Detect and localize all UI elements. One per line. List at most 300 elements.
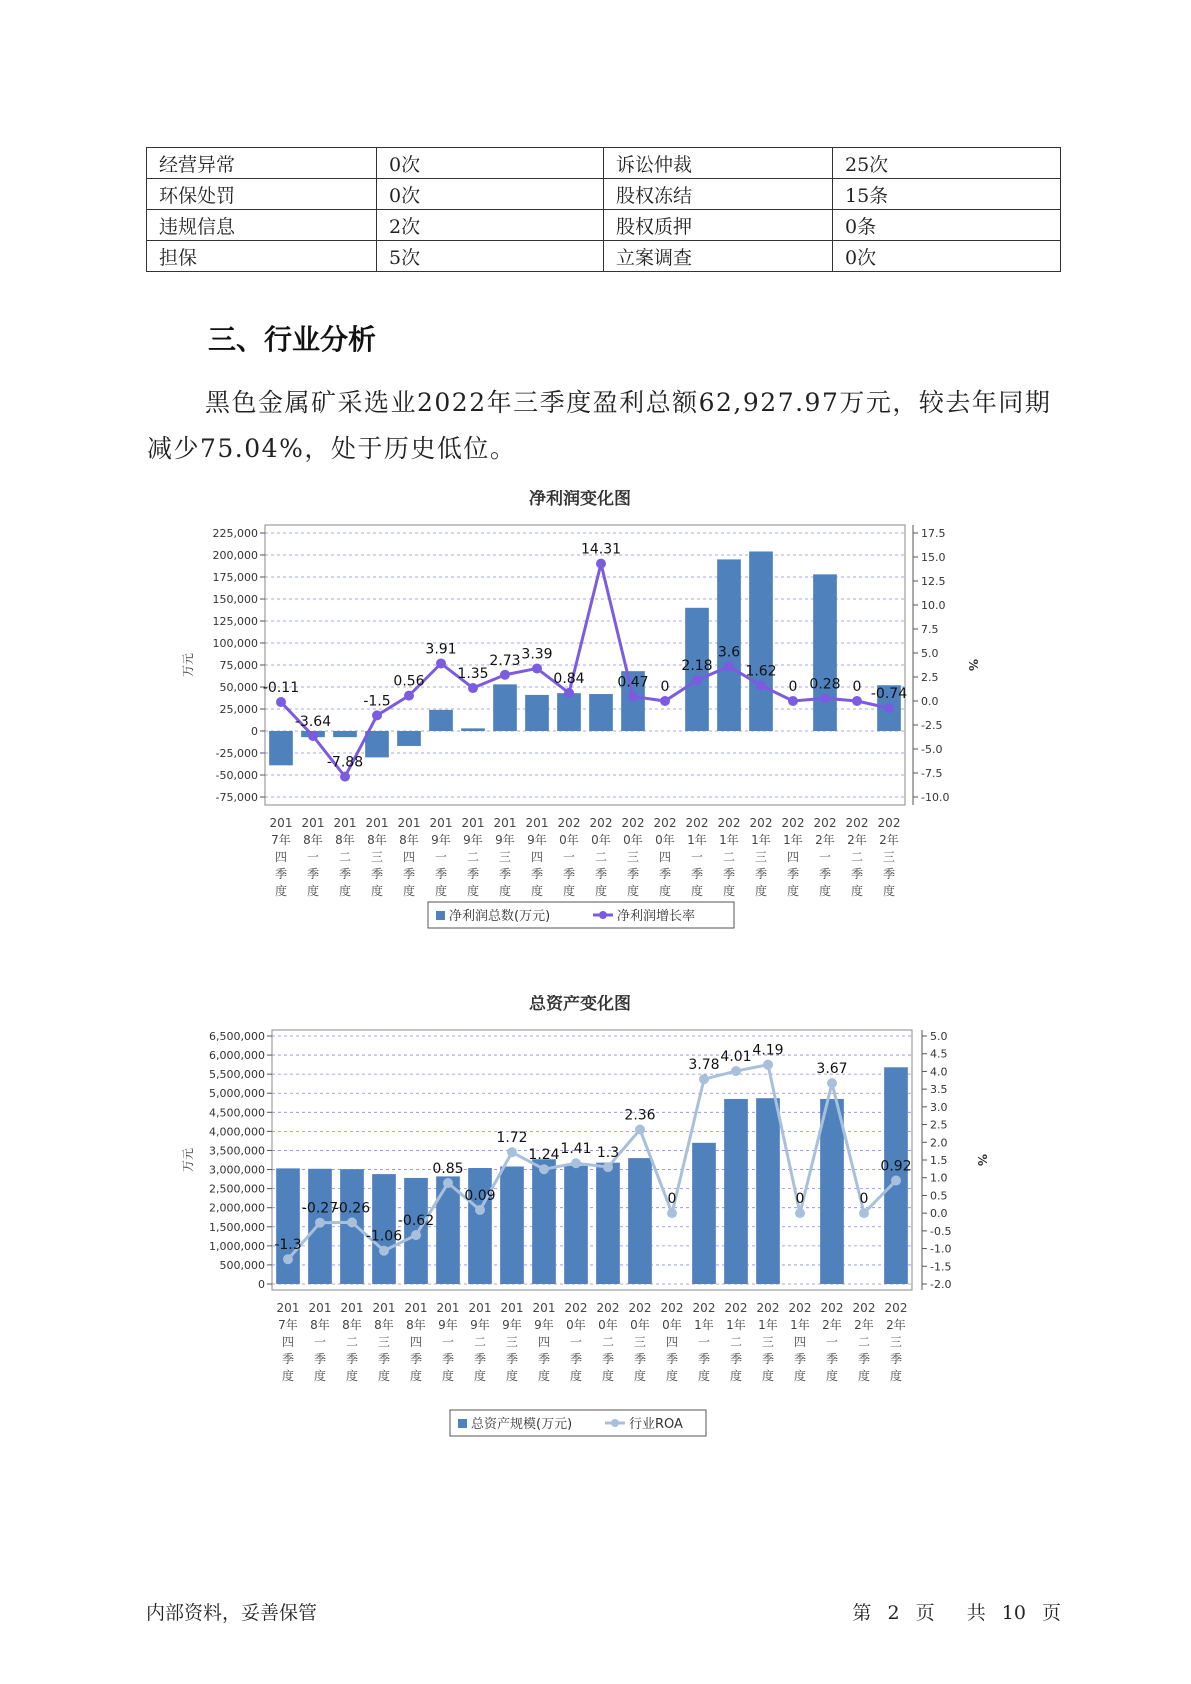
data-label: 0 <box>667 1191 677 1208</box>
y2-tick-label: 0.5 <box>930 1189 948 1203</box>
x-tick-part: 9年 <box>534 1318 554 1332</box>
x-tick-label <box>405 1301 428 1383</box>
x-tick-label <box>565 1301 588 1383</box>
line-point <box>795 1208 805 1218</box>
x-tick-part: 度 <box>402 884 416 898</box>
y-tick-label: 175,000 <box>212 571 258 584</box>
x-tick-part: 2年 <box>879 833 899 847</box>
x-tick-part: 度 <box>274 884 288 898</box>
x-tick-part: 度 <box>505 1369 519 1383</box>
x-tick-part: 季 <box>313 1352 327 1366</box>
x-tick-part: 202 <box>557 816 581 830</box>
page-num: 2 <box>887 1602 900 1624</box>
line-point <box>628 691 638 701</box>
x-tick-part: 度 <box>882 884 896 898</box>
risk-item-label: 经营异常 <box>147 148 377 179</box>
x-tick-part: 四 <box>658 850 672 864</box>
x-tick-part: 季 <box>434 867 448 881</box>
x-tick-part: 202 <box>756 1301 780 1315</box>
y2-tick-label: 1.5 <box>930 1154 948 1167</box>
x-tick-label <box>686 816 709 898</box>
x-tick-part: 度 <box>793 1369 807 1383</box>
x-tick-part: 9年 <box>438 1318 458 1332</box>
x-tick-part: 季 <box>697 1352 711 1366</box>
x-tick-part: 0年 <box>655 833 675 847</box>
data-label: 1.3 <box>596 1145 620 1162</box>
x-tick-part: 201 <box>436 1301 460 1315</box>
x-tick-part: 四 <box>793 1335 807 1349</box>
bar <box>429 710 453 731</box>
x-tick-part: 四 <box>786 850 800 864</box>
line-point <box>820 693 830 703</box>
data-label: -1.3 <box>274 1237 302 1254</box>
table-row <box>147 179 1061 210</box>
total-prefix: 共 <box>966 1602 986 1624</box>
x-tick-label <box>622 816 645 898</box>
x-tick-part: 202 <box>788 1301 812 1315</box>
line-point <box>596 559 606 569</box>
y2-tick-label: -2.0 <box>930 1278 952 1291</box>
x-tick-part: 202 <box>685 816 709 830</box>
x-tick-part: 季 <box>345 1352 359 1366</box>
x-tick-part: 度 <box>537 1369 551 1383</box>
x-tick-part: 202 <box>845 816 869 830</box>
bar <box>365 731 389 757</box>
x-tick-part: 四 <box>281 1335 295 1349</box>
legend <box>450 1410 706 1436</box>
x-tick-part: 2年 <box>822 1318 842 1332</box>
data-label: 2.18 <box>681 658 713 675</box>
x-tick-part: 季 <box>793 1352 807 1366</box>
legend-bar-label: 净利润总数(万元) <box>449 909 551 924</box>
bar <box>564 1166 588 1284</box>
x-tick-label <box>846 816 869 898</box>
x-tick-part: 202 <box>884 1301 908 1315</box>
bar <box>269 731 293 765</box>
x-tick-part: 季 <box>473 1352 487 1366</box>
y2-tick-label: -5.0 <box>921 743 943 756</box>
bar <box>468 1168 492 1284</box>
risk-item-label: 股权质押 <box>604 210 833 241</box>
x-tick-part: 202 <box>564 1301 588 1315</box>
x-tick-label <box>526 816 549 898</box>
x-tick-label <box>597 1301 620 1383</box>
analysis-paragraph: 黑色金属矿采选业2022年三季度盈利总额62,927.97万元，较去年同期减少75.04%，处于历史低位。 <box>147 388 1052 463</box>
y2-tick-label: 3.0 <box>930 1100 948 1114</box>
x-tick-part: 202 <box>852 1301 876 1315</box>
y2-tick-label: 3.5 <box>930 1083 948 1097</box>
x-tick-part: 度 <box>754 884 768 898</box>
line-point <box>468 683 478 693</box>
data-label: 1.24 <box>528 1147 560 1164</box>
x-tick-part: 一 <box>434 850 448 864</box>
x-tick-part: 三 <box>761 1335 775 1349</box>
y2-tick-label: -2.5 <box>921 719 943 732</box>
line-point <box>276 697 286 707</box>
x-tick-part: 一 <box>825 1335 839 1349</box>
x-tick-part: 度 <box>594 884 608 898</box>
y-tick-label: 500,000 <box>219 1258 265 1272</box>
x-tick-part: 季 <box>537 1352 551 1366</box>
data-label: 3.6 <box>717 644 741 661</box>
data-label: 0.56 <box>393 673 425 690</box>
bar <box>557 693 581 731</box>
x-tick-label <box>654 816 677 898</box>
x-tick-part: 季 <box>658 867 672 881</box>
x-tick-part: 度 <box>569 1369 583 1383</box>
x-tick-part: 201 <box>429 816 453 830</box>
x-tick-part: 度 <box>530 884 544 898</box>
y-tick-label: 3,000,000 <box>209 1163 265 1177</box>
x-tick-label <box>302 816 325 898</box>
y2-axis-label: % <box>975 1153 989 1167</box>
x-tick-part: 201 <box>340 1301 364 1315</box>
line-point <box>411 1230 421 1240</box>
bar <box>397 731 421 746</box>
x-tick-part: 度 <box>281 1369 295 1383</box>
x-tick-part: 二 <box>594 850 608 864</box>
x-tick-part: 0年 <box>566 1318 586 1332</box>
bar <box>525 695 549 731</box>
risk-item-value: 0条 <box>833 210 1061 241</box>
x-tick-part: 一 <box>306 850 320 864</box>
x-tick-part: 一 <box>441 1335 455 1349</box>
x-tick-part: 季 <box>633 1352 647 1366</box>
x-tick-part: 1年 <box>783 833 803 847</box>
total-suffix: 页 <box>1041 1602 1061 1624</box>
risk-item-value: 2次 <box>377 210 604 241</box>
x-tick-part: 度 <box>473 1369 487 1383</box>
x-tick-part: 一 <box>562 850 576 864</box>
x-tick-part: 二 <box>466 850 480 864</box>
line-point <box>308 731 318 741</box>
net-profit-chart-svg <box>180 490 1000 960</box>
x-tick-part: 季 <box>850 867 864 881</box>
x-tick-part: 度 <box>722 884 736 898</box>
data-label: 3.67 <box>816 1061 848 1078</box>
bar <box>493 684 517 731</box>
data-label: 3.91 <box>425 641 457 658</box>
x-tick-part: 8年 <box>335 833 355 847</box>
data-label: 0.92 <box>880 1158 912 1175</box>
x-tick-label <box>277 1301 300 1383</box>
legend-line-marker <box>611 1419 619 1427</box>
x-tick-part: 季 <box>338 867 352 881</box>
x-tick-label <box>725 1301 748 1383</box>
line-point <box>507 1147 517 1157</box>
x-tick-part: 度 <box>633 1369 647 1383</box>
x-tick-part: 度 <box>441 1369 455 1383</box>
page-prefix: 第 <box>852 1602 872 1624</box>
bar <box>756 1098 780 1284</box>
risk-item-value: 25次 <box>833 148 1061 179</box>
x-tick-part: 三 <box>882 850 896 864</box>
data-label: 0 <box>852 679 862 695</box>
x-tick-part: 202 <box>877 816 901 830</box>
risk-item-label: 违规信息 <box>147 210 377 241</box>
x-tick-part: 季 <box>274 867 288 881</box>
x-tick-part: 度 <box>434 884 448 898</box>
y2-tick-label: -7.5 <box>921 767 943 780</box>
x-tick-part: 201 <box>301 816 325 830</box>
x-tick-part: 季 <box>370 867 384 881</box>
data-label: 0.47 <box>617 674 649 691</box>
y2-tick-label: 12.5 <box>921 575 946 588</box>
x-tick-part: 度 <box>377 1369 391 1383</box>
y-tick-label: 225,000 <box>212 527 258 540</box>
x-tick-part: 8年 <box>303 833 323 847</box>
total-assets-chart-svg <box>180 995 1000 1465</box>
bar <box>692 1143 716 1284</box>
line-point <box>884 703 894 713</box>
y2-tick-label: 5.0 <box>921 647 939 660</box>
y-tick-label: -50,000 <box>215 769 258 782</box>
x-tick-label <box>398 816 421 898</box>
y2-tick-label: -1.5 <box>930 1260 952 1274</box>
y-tick-label: 5,500,000 <box>209 1068 265 1082</box>
legend-bar-swatch <box>458 1419 467 1428</box>
x-tick-part: 二 <box>850 850 864 864</box>
x-tick-part: 四 <box>409 1335 423 1349</box>
x-tick-label <box>462 816 485 898</box>
bar <box>333 731 357 737</box>
bar <box>461 728 485 731</box>
data-label: 0 <box>795 1191 805 1208</box>
risk-info-table <box>146 147 1061 272</box>
x-tick-part: 201 <box>365 816 389 830</box>
line-point <box>891 1176 901 1186</box>
x-tick-part: 0年 <box>630 1318 650 1332</box>
x-tick-label <box>430 816 453 898</box>
x-tick-part: 度 <box>562 884 576 898</box>
bar <box>532 1159 556 1284</box>
x-tick-part: 8年 <box>399 833 419 847</box>
x-tick-part: 季 <box>889 1352 903 1366</box>
data-label: 1.41 <box>560 1141 592 1158</box>
x-tick-part: 二 <box>345 1335 359 1349</box>
data-label: -7.88 <box>326 754 364 771</box>
x-tick-part: 8年 <box>367 833 387 847</box>
bar <box>589 694 613 731</box>
y-tick-label: 150,000 <box>212 593 258 606</box>
data-label: 2.73 <box>489 652 521 669</box>
x-tick-part: 1年 <box>719 833 739 847</box>
line-point <box>475 1205 485 1215</box>
x-tick-label <box>757 1301 780 1383</box>
y2-tick-label: 15.0 <box>921 551 946 564</box>
y-tick-label: 125,000 <box>212 615 258 628</box>
x-tick-part: 202 <box>749 816 773 830</box>
x-tick-label <box>366 816 389 898</box>
x-tick-label <box>469 1301 492 1383</box>
x-tick-part: 1年 <box>726 1318 746 1332</box>
risk-item-label: 诉讼仲裁 <box>604 148 833 179</box>
data-label: -0.74 <box>870 686 908 703</box>
x-tick-part: 201 <box>468 1301 492 1315</box>
x-tick-part: 202 <box>596 1301 620 1315</box>
x-tick-part: 度 <box>306 884 320 898</box>
x-tick-part: 9年 <box>527 833 547 847</box>
table-row <box>147 241 1061 272</box>
y2-tick-label: 2.0 <box>930 1136 948 1150</box>
x-tick-part: 1年 <box>758 1318 778 1332</box>
y2-tick-label: -10.0 <box>921 791 950 804</box>
x-tick-part: 四 <box>402 850 416 864</box>
y2-tick-label: 1.0 <box>930 1171 948 1185</box>
data-label: 1.72 <box>496 1130 528 1147</box>
line-point <box>404 691 414 701</box>
x-tick-part: 度 <box>658 884 672 898</box>
x-tick-part: 9年 <box>502 1318 522 1332</box>
risk-item-value: 0次 <box>377 179 604 210</box>
x-tick-part: 度 <box>690 884 704 898</box>
line-point <box>827 1078 837 1088</box>
y2-tick-label: -1.0 <box>930 1242 952 1256</box>
x-tick-label <box>789 1301 812 1383</box>
y-tick-label: 0 <box>251 725 258 738</box>
x-tick-part: 季 <box>665 1352 679 1366</box>
x-tick-part: 202 <box>717 816 741 830</box>
x-tick-part: 1年 <box>694 1318 714 1332</box>
x-tick-label <box>878 816 901 898</box>
x-tick-label <box>718 816 741 898</box>
line-point <box>699 1074 709 1084</box>
data-label: 0 <box>660 679 670 695</box>
chart-title: 净利润变化图 <box>529 490 631 509</box>
line-point <box>756 680 766 690</box>
x-tick-label <box>334 816 357 898</box>
x-tick-label <box>270 816 293 898</box>
x-tick-part: 季 <box>601 1352 615 1366</box>
x-tick-part: 202 <box>589 816 613 830</box>
x-tick-part: 度 <box>697 1369 711 1383</box>
line-point <box>571 1158 581 1168</box>
risk-item-value: 15条 <box>833 179 1061 210</box>
y-axis-label: 万元 <box>181 1147 195 1173</box>
x-tick-part: 二 <box>729 1335 743 1349</box>
x-tick-part: 季 <box>281 1352 295 1366</box>
x-tick-part: 7年 <box>278 1318 298 1332</box>
line-point <box>660 696 670 706</box>
x-tick-part: 度 <box>825 1369 839 1383</box>
y-tick-label: 6,500,000 <box>209 1030 265 1043</box>
y2-tick-label: 10.0 <box>921 599 946 612</box>
data-label: -3.64 <box>294 713 332 730</box>
x-tick-part: 三 <box>633 1335 647 1349</box>
x-tick-part: 二 <box>722 850 736 864</box>
x-tick-part: 度 <box>601 1369 615 1383</box>
x-tick-part: 2年 <box>886 1318 906 1332</box>
x-tick-part: 202 <box>692 1301 716 1315</box>
x-tick-label <box>782 816 805 898</box>
data-label: 0.85 <box>432 1161 464 1178</box>
y-tick-label: -75,000 <box>215 791 258 804</box>
line-point <box>283 1254 293 1264</box>
x-tick-part: 一 <box>313 1335 327 1349</box>
y-tick-label: 4,000,000 <box>209 1125 265 1139</box>
x-tick-part: 度 <box>498 884 512 898</box>
x-tick-part: 三 <box>505 1335 519 1349</box>
x-tick-part: 二 <box>857 1335 871 1349</box>
data-label: 3.78 <box>688 1057 720 1074</box>
x-tick-part: 季 <box>882 867 896 881</box>
x-tick-part: 1年 <box>751 833 771 847</box>
line-point <box>539 1164 549 1174</box>
y-tick-label: 200,000 <box>212 549 258 562</box>
line-point <box>340 772 350 782</box>
legend-line-label: 行业ROA <box>629 1417 683 1432</box>
bar <box>724 1099 748 1284</box>
x-tick-part: 0年 <box>662 1318 682 1332</box>
line-point <box>635 1125 645 1135</box>
y-tick-label: 3,500,000 <box>209 1144 265 1158</box>
x-tick-part: 201 <box>397 816 421 830</box>
data-label: 4.01 <box>720 1049 752 1066</box>
bar <box>436 1176 460 1284</box>
x-tick-part: 四 <box>537 1335 551 1349</box>
x-tick-part: 季 <box>754 867 768 881</box>
bar <box>596 1163 620 1284</box>
section-heading: 三、行业分析 <box>208 323 377 356</box>
y-tick-label: 1,000,000 <box>209 1239 265 1253</box>
x-tick-part: 2年 <box>815 833 835 847</box>
x-tick-part: 201 <box>404 1301 428 1315</box>
x-tick-part: 季 <box>466 867 480 881</box>
x-tick-part: 9年 <box>431 833 451 847</box>
x-tick-part: 一 <box>818 850 832 864</box>
table-row <box>147 148 1061 179</box>
x-tick-part: 季 <box>530 867 544 881</box>
y2-tick-label: 0.0 <box>930 1207 948 1221</box>
data-label: 3.39 <box>521 646 553 663</box>
risk-item-label: 股权冻结 <box>604 179 833 210</box>
x-tick-label <box>590 816 613 898</box>
x-tick-part: 8年 <box>374 1318 394 1332</box>
x-tick-part: 季 <box>729 1352 743 1366</box>
x-tick-part: 201 <box>276 1301 300 1315</box>
chart-title: 总资产变化图 <box>529 995 631 1014</box>
y-tick-label: -25,000 <box>215 747 258 760</box>
y2-tick-label: 5.0 <box>930 1030 948 1043</box>
line-point <box>859 1208 869 1218</box>
x-tick-part: 三 <box>626 850 640 864</box>
data-label: 0.28 <box>809 676 841 693</box>
x-tick-part: 三 <box>498 850 512 864</box>
footer-page-number <box>842 1598 1061 1625</box>
x-tick-part: 0年 <box>623 833 643 847</box>
line-point <box>692 675 702 685</box>
x-tick-part: 度 <box>370 884 384 898</box>
x-tick-part: 202 <box>621 816 645 830</box>
y2-tick-label: 7.5 <box>921 623 939 636</box>
footer-confidential: 内部资料，妥善保管 <box>146 1602 318 1624</box>
x-tick-part: 202 <box>820 1301 844 1315</box>
x-tick-label <box>750 816 773 898</box>
y-tick-label: 25,000 <box>219 703 258 716</box>
x-tick-label <box>533 1301 556 1383</box>
legend-bar-label: 总资产规模(万元) <box>471 1417 573 1432</box>
x-tick-part: 9年 <box>495 833 515 847</box>
table-row <box>147 210 1061 241</box>
line-point <box>436 658 446 668</box>
x-tick-part: 1年 <box>687 833 707 847</box>
legend-line-marker <box>599 911 607 919</box>
data-label: 1.35 <box>457 666 489 683</box>
x-tick-part: 度 <box>626 884 640 898</box>
x-tick-part: 四 <box>274 850 288 864</box>
x-tick-part: 201 <box>461 816 485 830</box>
x-tick-part: 度 <box>850 884 864 898</box>
